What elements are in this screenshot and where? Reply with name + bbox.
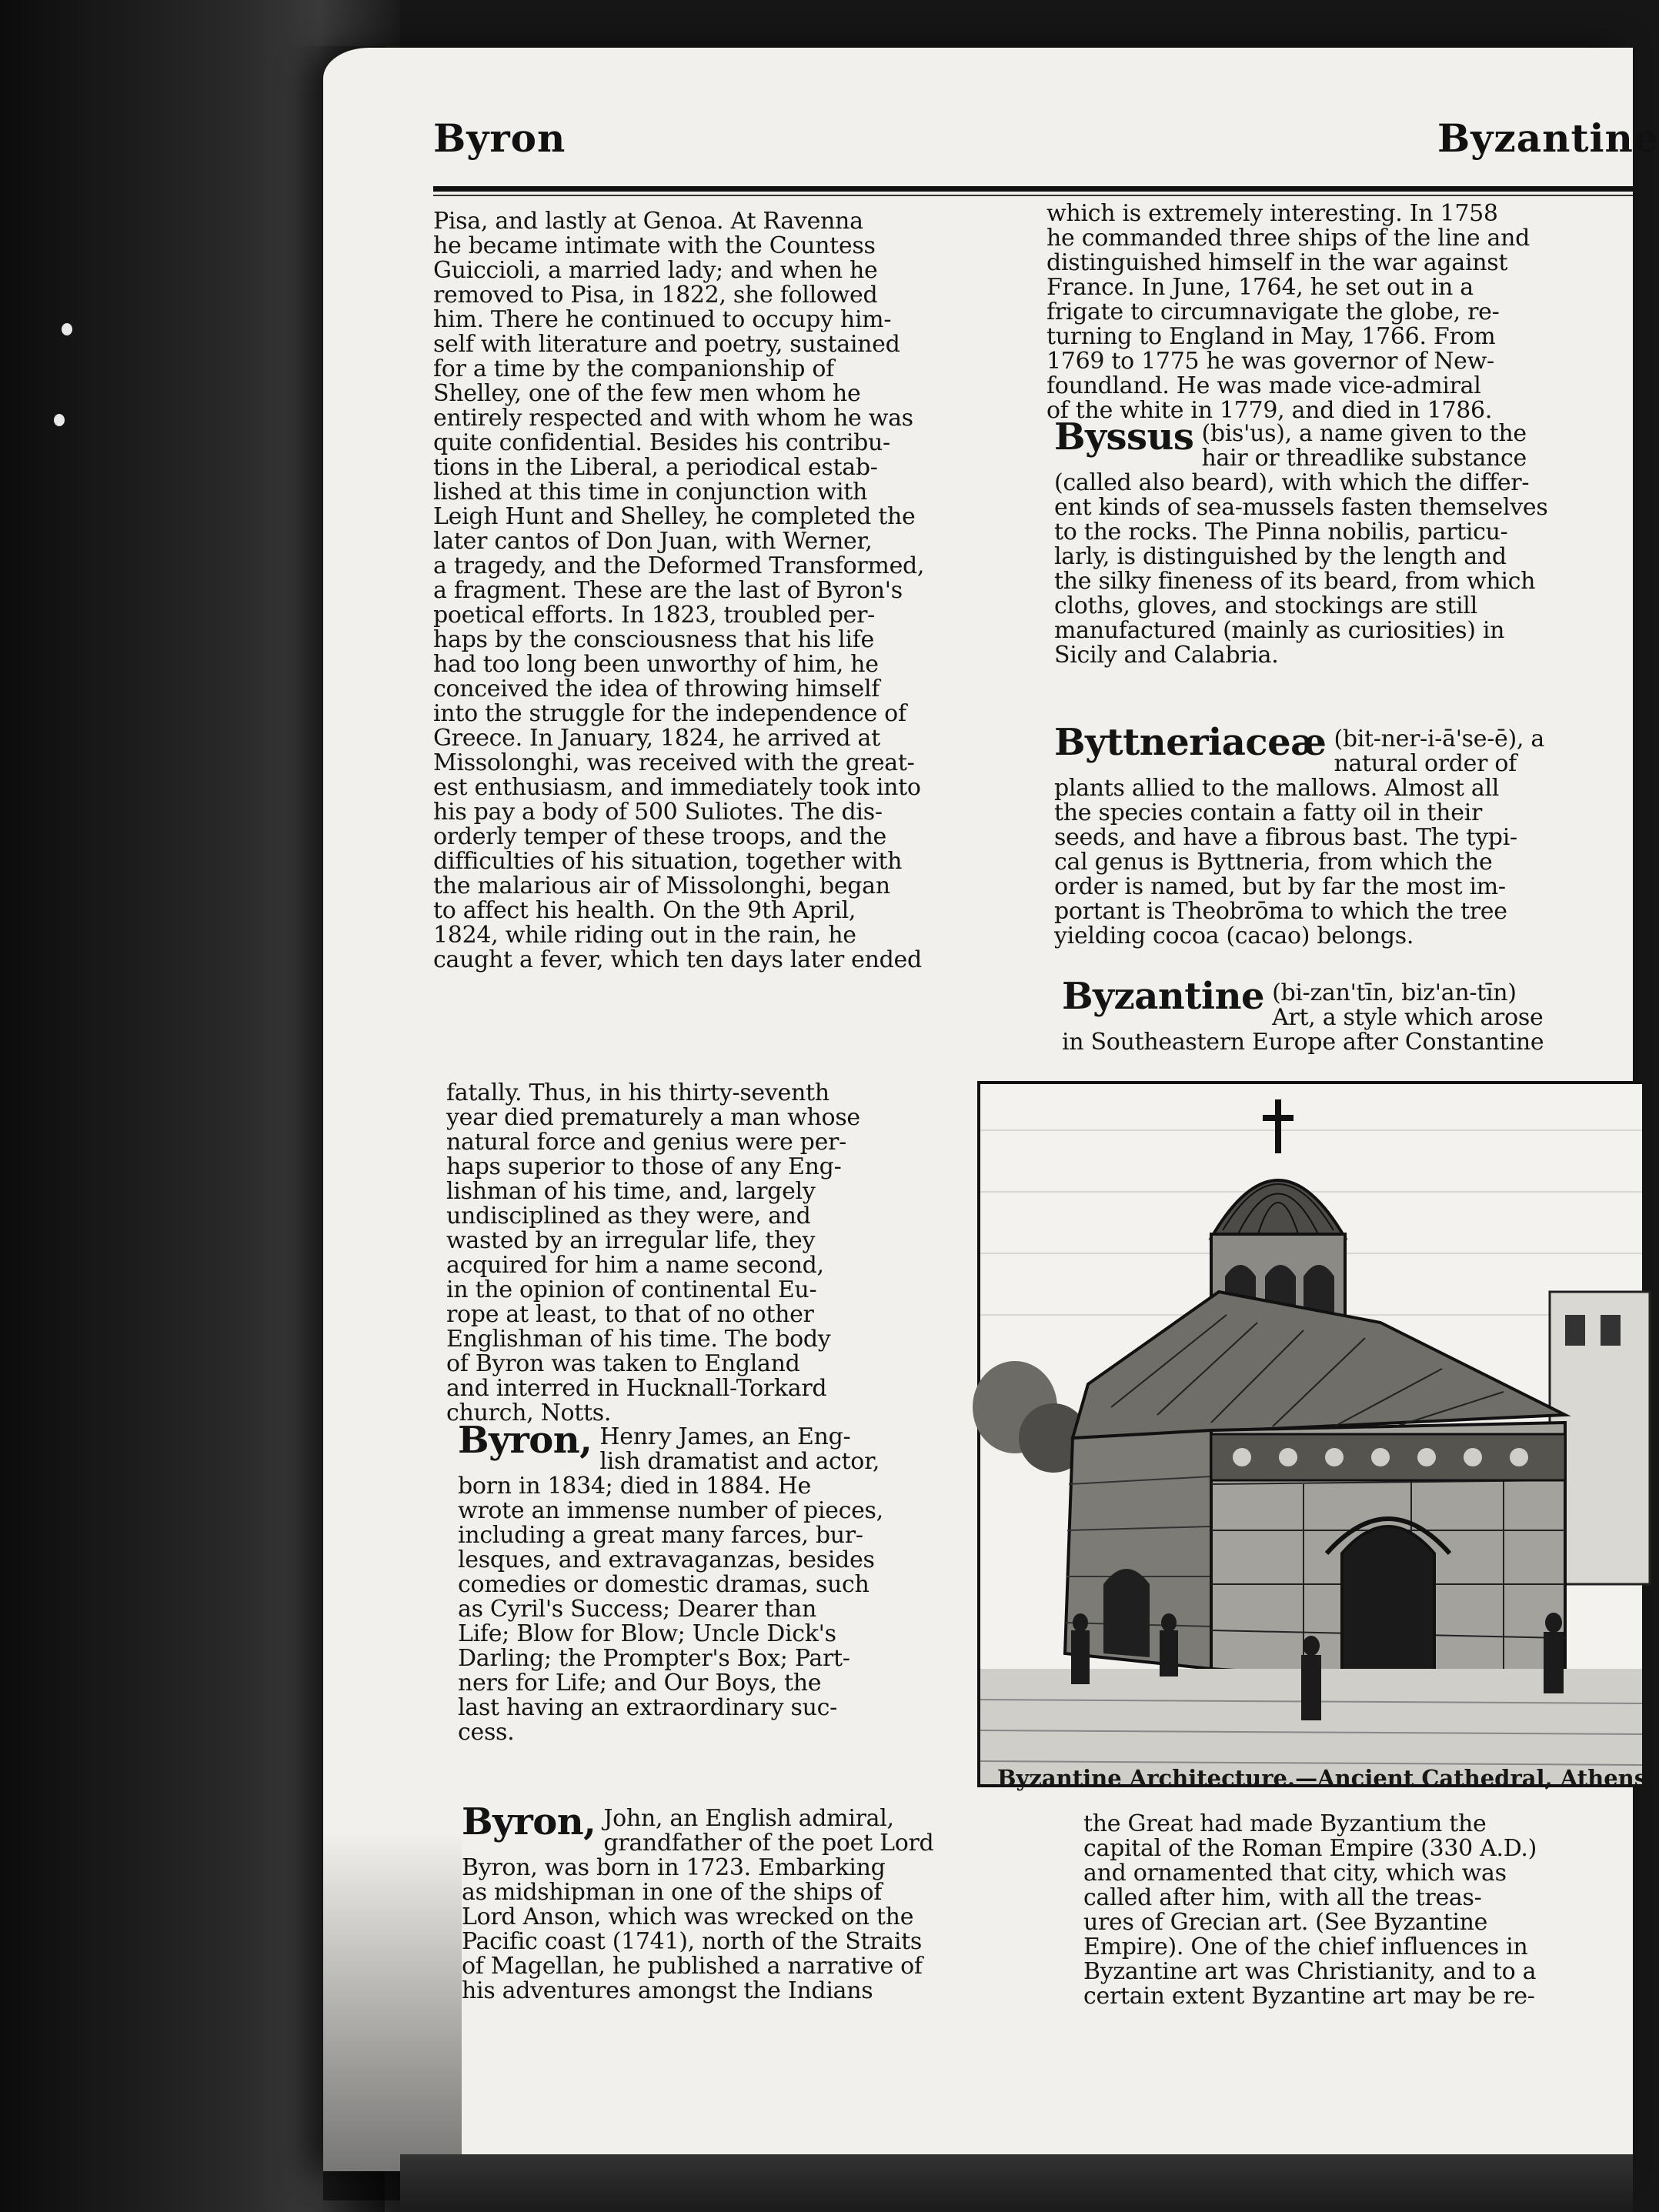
text-line: difficulties of his situation, together with <box>433 848 903 875</box>
text-line: lishman of his time, and, largely <box>446 1178 816 1205</box>
text-line: he commanded three ships of the line and <box>1046 225 1530 252</box>
headword: Byssus <box>1054 415 1194 459</box>
column-right-bottom <box>1083 1812 1633 2009</box>
text-line: natural force and genius were per- <box>446 1129 846 1156</box>
entry-lead-line: hair or threadlike substance <box>1201 445 1527 472</box>
text-line: certain extent Byzantine art may be re- <box>1083 1983 1535 2010</box>
text-line: his adventures amongst the Indians <box>462 1977 873 2004</box>
text-line: fatally. Thus, in his thirty-seventh <box>446 1079 830 1106</box>
text-line: Shelley, one of the few men whom he <box>433 380 861 407</box>
page-bottom-edge <box>400 2154 1633 2212</box>
text-line: lesques, and extravaganzas, besides <box>458 1546 875 1573</box>
text-line: portant is Theobrōma to which the tree <box>1054 898 1507 925</box>
text-line: rope at least, to that of no other <box>446 1301 814 1328</box>
text-line: wasted by an irregular life, they <box>446 1227 816 1254</box>
text-line: church, Notts. <box>446 1400 612 1426</box>
text-line: as Cyril's Success; Dearer than <box>458 1596 817 1623</box>
text-line: quite confidential. Besides his contribu- <box>433 429 890 456</box>
header-rule-thin <box>433 195 1633 196</box>
text-line: Pacific coast (1741), north of the Straits <box>462 1928 923 1955</box>
text-line: Byzantine art was Christianity, and to a <box>1083 1958 1537 1985</box>
text-line: acquired for him a name second, <box>446 1252 824 1279</box>
text-line: Life; Blow for Blow; Uncle Dick's <box>458 1620 836 1647</box>
entry-byssus <box>1054 415 1633 669</box>
text-line: for a time by the companionship of <box>433 355 834 382</box>
text-line: Lord Anson, which was wrecked on the <box>462 1903 914 1930</box>
text-line: the Great had made Byzantium the <box>1083 1810 1487 1837</box>
running-head-left: Byron <box>433 115 566 161</box>
headword: Byron, <box>458 1419 592 1462</box>
figure-caption: Byzantine Architecture.—Ancient Cathedral, Athens. <box>997 1765 1655 1791</box>
text-line: his pay a body of 500 Suliotes. The dis- <box>433 799 883 826</box>
text-line: born in 1834; died in 1884. He <box>458 1473 811 1500</box>
text-line: (called also beard), with which the differ- <box>1054 469 1530 496</box>
text-line: Empire). One of the chief influences in <box>1083 1933 1528 1960</box>
text-line: removed to Pisa, in 1822, she followed <box>433 282 878 309</box>
text-line: turning to England in May, 1766. From <box>1046 323 1496 350</box>
headword: Byzantine <box>1062 975 1265 1018</box>
column-left-narrow <box>446 1081 970 1426</box>
text-line: which is extremely interesting. In 1758 <box>1046 200 1498 227</box>
text-line: foundland. He was made vice-admiral <box>1046 372 1481 399</box>
text-line: had too long been unworthy of him, he <box>433 651 879 678</box>
text-line: larly, is distinguished by the length and <box>1054 543 1507 570</box>
text-line: including a great many farces, bur- <box>458 1522 863 1549</box>
entry-lead-line: Henry James, an Eng- <box>599 1423 851 1450</box>
running-head-right: Byzantine <box>1437 115 1659 161</box>
entry-byzantine <box>1062 975 1633 1056</box>
text-line: cal genus is Byttneria, from which the <box>1054 849 1493 876</box>
text-line: undisciplined as they were, and <box>446 1203 811 1229</box>
cathedral-engraving <box>980 1084 1642 1784</box>
headword: Byron, <box>462 1800 596 1843</box>
column-left-top <box>433 209 1041 973</box>
text-line: the silky fineness of its beard, from which <box>1054 568 1536 595</box>
text-line: ners for Life; and Our Boys, the <box>458 1670 822 1697</box>
text-line: haps by the consciousness that his life <box>433 626 874 653</box>
text-line: comedies or domestic dramas, such <box>458 1571 870 1598</box>
text-line: Leigh Hunt and Shelley, he completed the <box>433 503 916 530</box>
text-line: tions in the Liberal, a periodical estab- <box>433 454 878 481</box>
text-line: lished at this time in conjunction with <box>433 479 868 505</box>
text-line: Greece. In January, 1824, he arrived at <box>433 725 880 752</box>
text-line: wrote an immense number of pieces, <box>458 1497 883 1524</box>
text-line: to affect his health. On the 9th April, <box>433 897 856 924</box>
text-line: orderly temper of these troops, and the <box>433 823 886 850</box>
entry-lead-line: natural order of <box>1334 750 1517 777</box>
page-shadow <box>323 1831 462 2200</box>
dust-speck <box>54 414 65 426</box>
text-line: in the opinion of continental Eu- <box>446 1276 817 1303</box>
text-line: manufactured (mainly as curiosities) in <box>1054 617 1505 644</box>
text-line: ent kinds of sea-mussels fasten themselves <box>1054 494 1548 521</box>
entry-lead-line: John, an English admiral, <box>603 1805 894 1832</box>
entry-byron-john <box>462 1800 1062 2004</box>
dust-speck <box>62 323 72 335</box>
text-line: the malarious air of Missolonghi, began <box>433 872 890 899</box>
text-line: est enthusiasm, and immediately took into <box>433 774 921 801</box>
text-line: Pisa, and lastly at Genoa. At Ravenna <box>433 208 863 235</box>
text-line: ures of Grecian art. (See Byzantine <box>1083 1909 1488 1936</box>
text-line: the species contain a fatty oil in their <box>1054 799 1482 826</box>
text-line: of Magellan, he published a narrative of <box>462 1953 923 1980</box>
header-rule <box>433 186 1633 192</box>
text-line: frigate to circumnavigate the globe, re- <box>1046 299 1500 325</box>
text-line: Byron, was born in 1723. Embarking <box>462 1854 886 1881</box>
text-line: he became intimate with the Countess <box>433 232 876 259</box>
text-line: Missolonghi, was received with the great- <box>433 749 915 776</box>
text-line: 1769 to 1775 he was governor of New- <box>1046 348 1494 375</box>
text-line: seeds, and have a fibrous bast. The typi- <box>1054 824 1517 851</box>
column-right-top <box>1046 202 1633 423</box>
text-line: cess. <box>458 1719 515 1746</box>
text-line: last having an extraordinary suc- <box>458 1694 837 1721</box>
text-line: entirely respected and with whom he was <box>433 405 913 432</box>
text-line: in Southeastern Europe after Constantine <box>1062 1029 1544 1056</box>
text-line: Englishman of his time. The body <box>446 1326 831 1353</box>
text-line: cloths, gloves, and stockings are still <box>1054 592 1477 619</box>
text-line: Sicily and Calabria. <box>1054 642 1279 669</box>
headword: Byttneriaceæ <box>1054 721 1327 764</box>
entry-lead-line: (bi-zan'tīn, biz'an-tīn) <box>1272 979 1517 1006</box>
text-line: called after him, with all the treas- <box>1083 1884 1482 1911</box>
text-line: plants allied to the mallows. Almost all <box>1054 775 1500 802</box>
text-line: haps superior to those of any Eng- <box>446 1153 842 1180</box>
text-line: France. In June, 1764, he set out in a <box>1046 274 1474 301</box>
figure-byzantine-cathedral <box>977 1081 1642 1787</box>
entry-lead-line: (bit-ner-i-ā'se-ē), a <box>1334 726 1544 752</box>
text-line: later cantos of Don Juan, with Werner, <box>433 528 873 555</box>
text-line: distinguished himself in the war against <box>1046 249 1508 276</box>
text-line: of the white in 1779, and died in 1786. <box>1046 397 1493 424</box>
text-line: year died prematurely a man whose <box>446 1104 860 1131</box>
entry-lead-line: lish dramatist and actor, <box>599 1448 880 1475</box>
entry-lead-line: (bis'us), a name given to the <box>1201 420 1527 447</box>
text-line: to the rocks. The Pinna nobilis, particu- <box>1054 519 1508 545</box>
text-line: a fragment. These are the last of Byron's <box>433 577 903 604</box>
text-line: conceived the idea of throwing himself <box>433 676 880 702</box>
entry-lead-line: grandfather of the poet Lord <box>603 1830 934 1857</box>
text-line: order is named, but by far the most im- <box>1054 873 1506 900</box>
text-line: and interred in Hucknall-Torkard <box>446 1375 827 1402</box>
text-line: as midshipman in one of the ships of <box>462 1879 883 1906</box>
text-line: into the struggle for the independence of <box>433 700 906 727</box>
text-line: him. There he continued to occupy him- <box>433 306 892 333</box>
entry-byron-henry-james <box>458 1419 973 1746</box>
text-line: capital of the Roman Empire (330 A.D.) <box>1083 1835 1537 1862</box>
text-line: and ornamented that city, which was <box>1083 1860 1507 1887</box>
text-line: 1824, while riding out in the rain, he <box>433 922 856 949</box>
text-line: Guiccioli, a married lady; and when he <box>433 257 878 284</box>
text-line: yielding cocoa (cacao) belongs. <box>1054 923 1414 949</box>
text-line: self with literature and poetry, sustained <box>433 331 900 358</box>
text-line: a tragedy, and the Deformed Transformed, <box>433 552 925 579</box>
entry-lead-line: Art, a style which arose <box>1272 1004 1544 1031</box>
entry-byttneriaceae <box>1054 721 1633 949</box>
text-line: Darling; the Prompter's Box; Part- <box>458 1645 850 1672</box>
text-line: caught a fever, which ten days later ended <box>433 946 922 973</box>
text-line: poetical efforts. In 1823, troubled per- <box>433 602 876 629</box>
text-line: of Byron was taken to England <box>446 1350 800 1377</box>
